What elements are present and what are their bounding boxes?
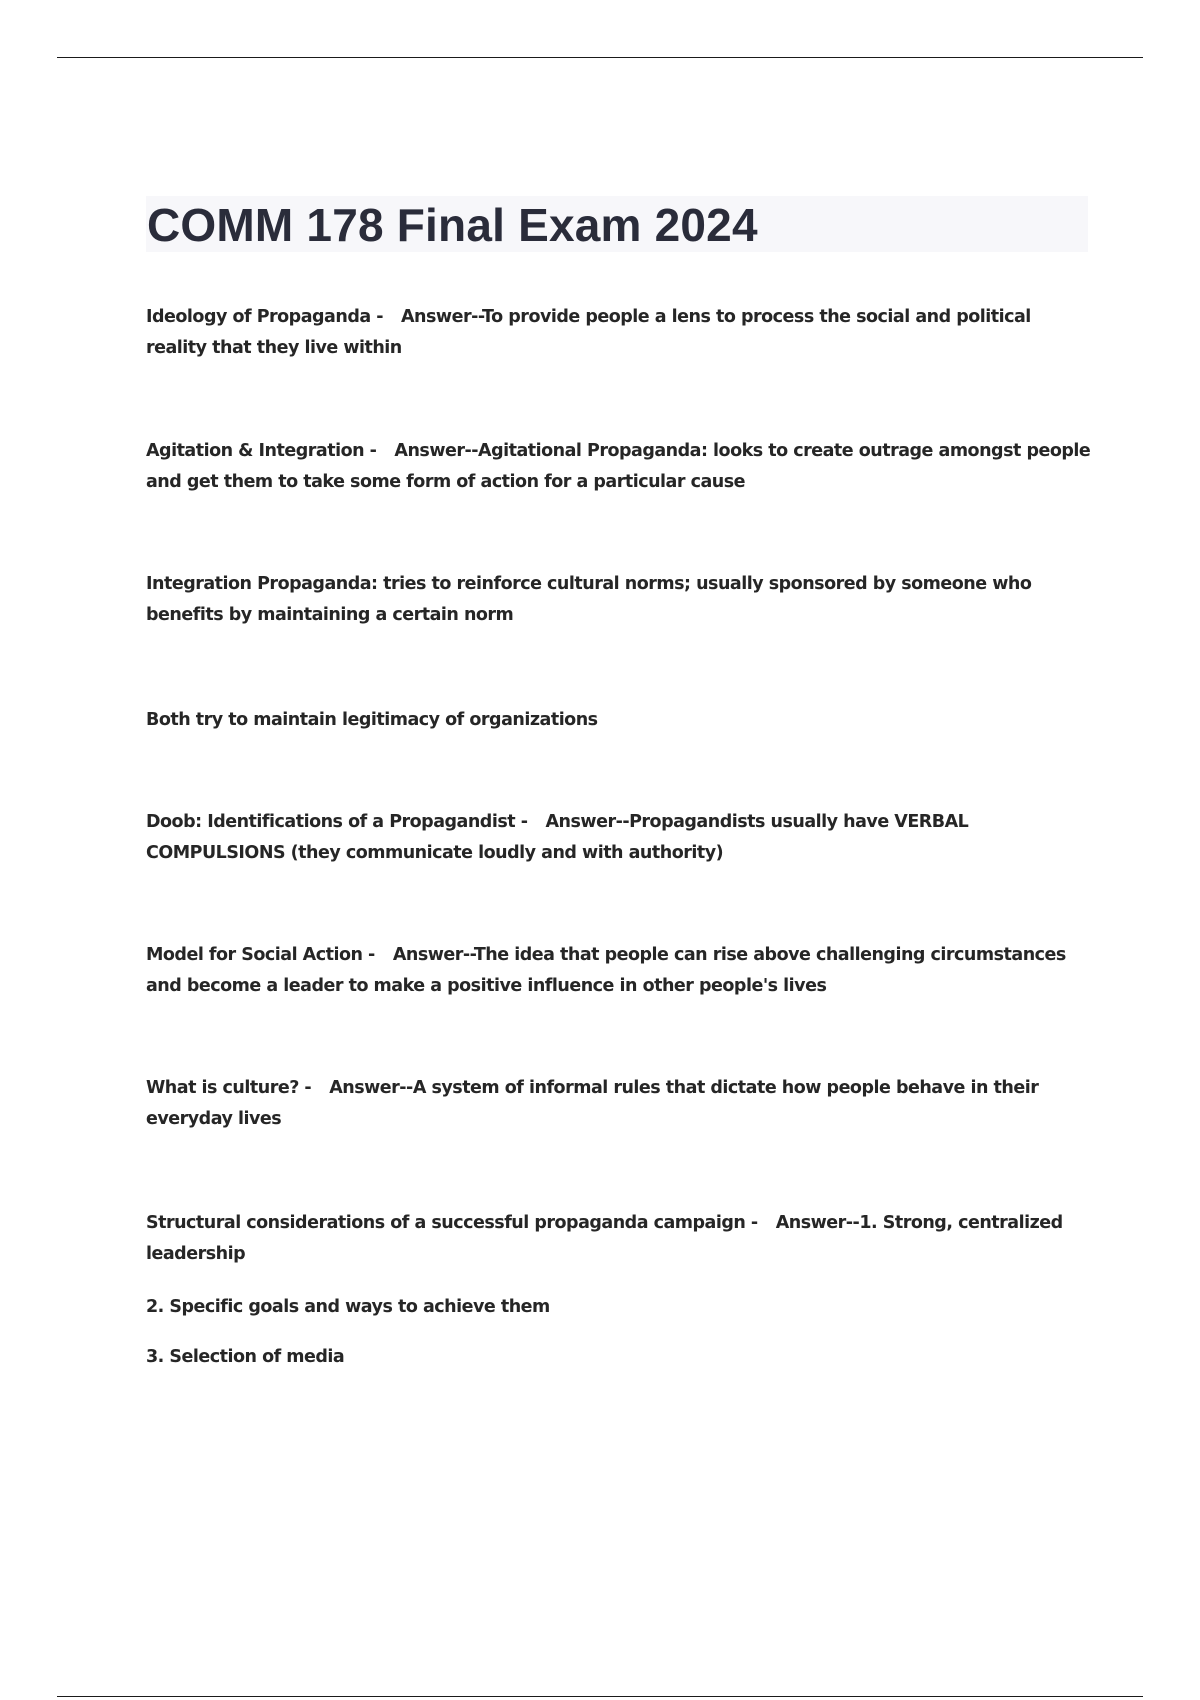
- entry-question: Agitation & Integration -: [146, 441, 377, 461]
- entry-structural: [146, 1208, 1096, 1270]
- entry-social-action: [146, 940, 1096, 1002]
- entry-text: 3. Selection of media: [146, 1347, 345, 1367]
- entry-text: Integration Propaganda: tries to reinforce cultural norms; usually sponsored by someone who benefits by maintaining a certain norm: [146, 574, 1032, 625]
- entry-answer: Answer--1. Strong, centralized leadership: [146, 1213, 1063, 1264]
- entry-question: Doob: Identifications of a Propagandist -: [146, 812, 528, 832]
- entry-culture: [146, 1073, 1096, 1135]
- entry-doob: [146, 807, 1096, 869]
- page-title: COMM 178 Final Exam 2024: [147, 199, 758, 251]
- entry-integration: [146, 569, 1096, 631]
- entry-text: 2. Specific goals and ways to achieve them: [146, 1297, 550, 1317]
- entry-answer: Answer--Agitational Propaganda: looks to create outrage amongst people and get them to take some form of action for a particular cause: [146, 441, 1091, 492]
- entry-question: Model for Social Action -: [146, 945, 375, 965]
- entry-both: [146, 705, 1096, 736]
- entry-answer: Answer--A system of informal rules that dictate how people behave in their everyday lives: [146, 1078, 1039, 1129]
- top-rule: [57, 57, 1143, 58]
- entry-media: [146, 1342, 1096, 1373]
- entry-ideology: [146, 302, 1096, 364]
- entry-question: Ideology of Propaganda -: [146, 307, 384, 327]
- entry-answer: Answer--The idea that people can rise above challenging circumstances and become a leader to make a positive influence in other people's lives: [146, 945, 1066, 996]
- entry-answer: Answer--To provide people a lens to process the social and political reality that they live within: [146, 307, 1031, 358]
- entry-agitation: [146, 436, 1096, 498]
- bottom-rule: [57, 1696, 1143, 1697]
- entry-question: What is culture? -: [146, 1078, 312, 1098]
- entry-text: Both try to maintain legitimacy of organizations: [146, 710, 598, 730]
- entry-answer: Answer--Propagandists usually have VERBAL COMPULSIONS (they communicate loudly and with authority): [146, 812, 969, 863]
- entry-goals: [146, 1292, 1096, 1323]
- entry-question: Structural considerations of a successful propaganda campaign -: [146, 1213, 758, 1233]
